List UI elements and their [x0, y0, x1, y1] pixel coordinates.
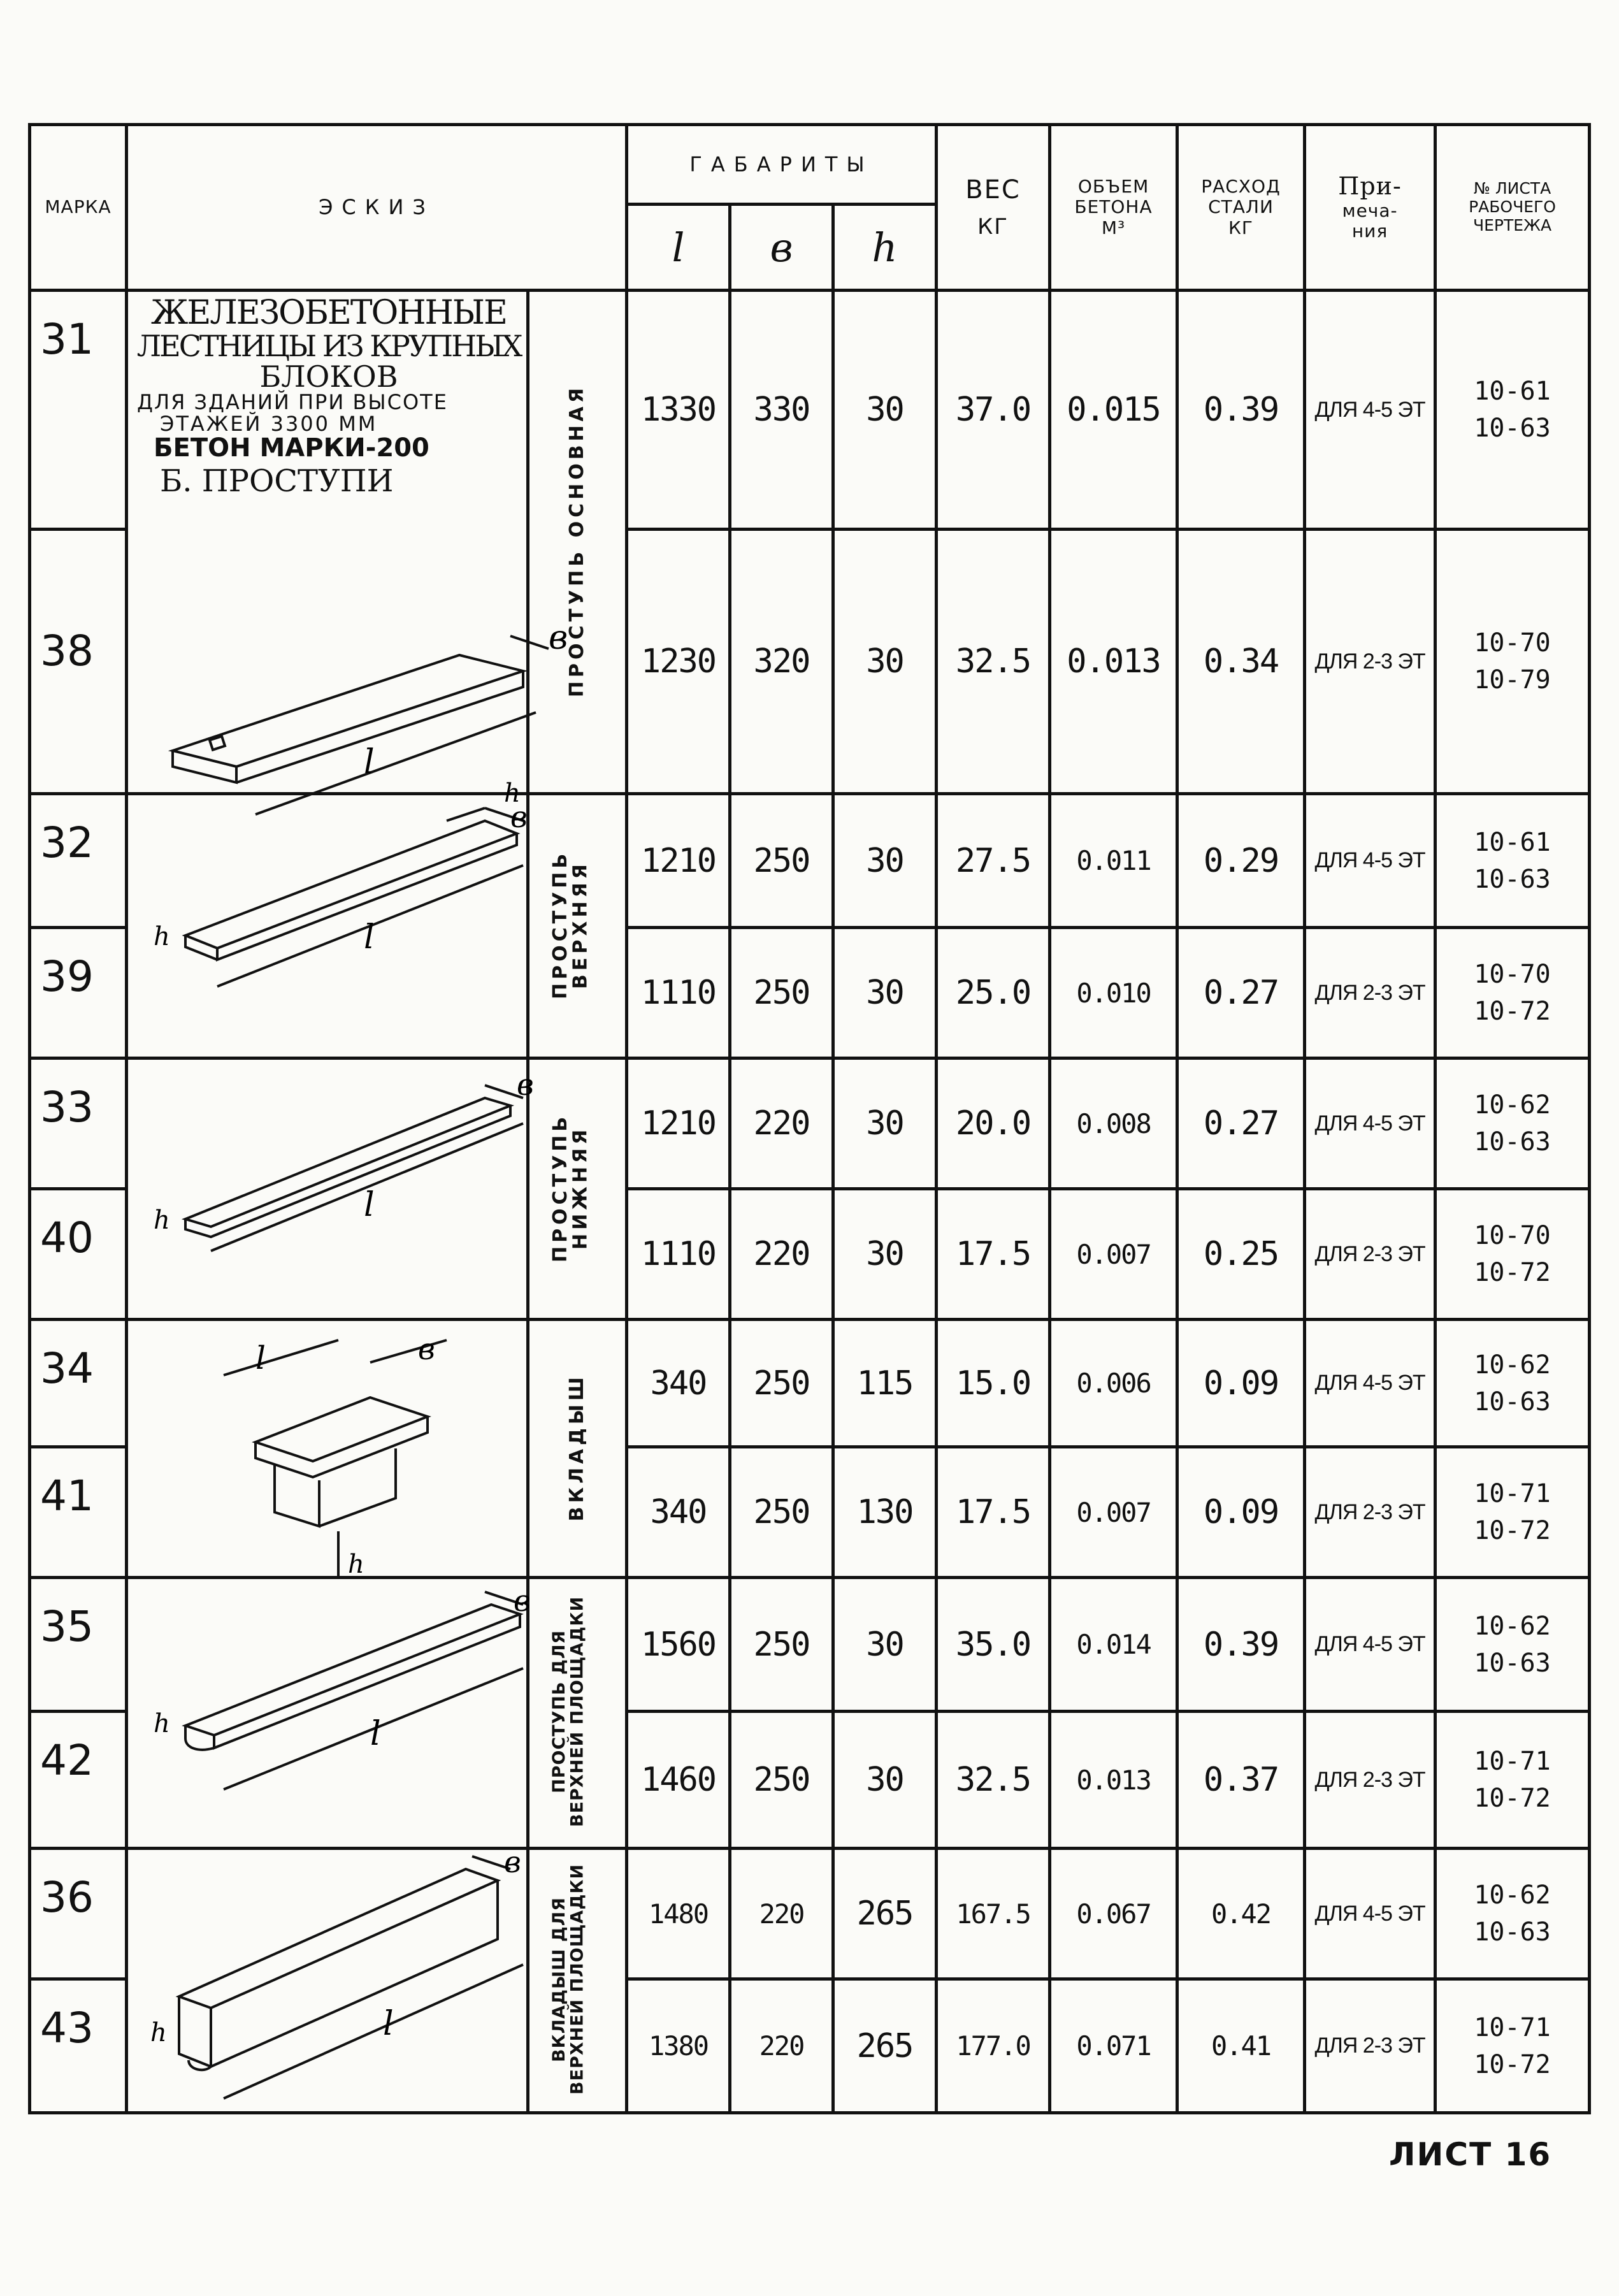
row-mark: 31: [30, 291, 127, 530]
sketch-insert: [128, 1321, 529, 1579]
cell-list: [1436, 291, 1590, 530]
table-row: [30, 1849, 1590, 1979]
row-mark: 39: [30, 928, 127, 1058]
cell-rashod: 0.39: [1177, 1578, 1305, 1712]
cell-list: [1436, 1578, 1590, 1712]
col-header-marka: МАРКА: [30, 125, 127, 291]
cell-h: 115: [833, 1320, 937, 1447]
col-header-eskiz: ЭСКИЗ: [127, 125, 627, 291]
obem-label-2: БЕТОНА: [1074, 196, 1153, 218]
list-a: 10-71: [1474, 1479, 1551, 1508]
list-a: 10-70: [1474, 628, 1551, 658]
row-mark: 36: [30, 1849, 127, 1979]
group-label-cell: [528, 1058, 627, 1320]
cell-prim: ДЛЯ 4-5 ЭТ: [1305, 1849, 1436, 1979]
table-row: [30, 1320, 1590, 1447]
sketch-label-l: l: [364, 743, 375, 781]
row-mark: 33: [30, 1058, 127, 1189]
list-b: 10-72: [1474, 1516, 1551, 1545]
cell-rashod: 0.34: [1177, 530, 1305, 794]
rashod-unit: КГ: [1228, 217, 1254, 238]
cell-b: 220: [730, 1058, 833, 1189]
cell-obem: 0.010: [1050, 928, 1177, 1058]
title-line-2: ЛЕСТНИЦЫ ИЗ КРУПНЫХ: [136, 328, 521, 363]
lower-tread-drawing: [185, 1085, 523, 1251]
group-label: ВКЛАДЫШ ДЛЯ ВЕРХНЕЙ ПЛОЩАДКИ: [549, 1863, 587, 2095]
cell-ves: 32.5: [937, 530, 1050, 794]
cell-list: [1436, 1189, 1590, 1320]
cell-rashod: 0.27: [1177, 1058, 1305, 1189]
cell-prim: ДЛЯ 4-5 ЭТ: [1305, 1320, 1436, 1447]
cell-prim: ДЛЯ 2-3 ЭТ: [1305, 530, 1436, 794]
sketch-label-h: h: [348, 1550, 364, 1579]
cell-list: [1436, 1849, 1590, 1979]
cell-rashod: 0.41: [1177, 1979, 1305, 2113]
cell-obem: 0.011: [1050, 794, 1177, 928]
title-line-5: ЭТАЖЕЙ 3300 ММ: [160, 411, 378, 436]
col-header-dim-h: h: [833, 205, 937, 291]
sketch-cell-group-4: [127, 1320, 528, 1578]
table-row: [30, 794, 1590, 928]
col-header-dim-l: l: [627, 205, 730, 291]
sketch-label-b: в: [504, 1845, 521, 1879]
cell-obem: 0.015: [1050, 291, 1177, 530]
cell-rashod: 0.25: [1177, 1189, 1305, 1320]
group-label: ПРОСТУПЬ НИЖНЯЯ: [549, 1113, 592, 1262]
cell-ves: 167.5: [937, 1849, 1050, 1979]
cell-l: 1210: [627, 1058, 730, 1189]
row-mark: 38: [30, 530, 127, 794]
title-line-3: БЛОКОВ: [259, 359, 398, 394]
sketch-cell-group-3: [127, 1058, 534, 1320]
list-a: 10-62: [1474, 1881, 1551, 1910]
list-label-3: ЧЕРТЕЖА: [1472, 215, 1552, 235]
prim-label-1: При-: [1338, 172, 1402, 201]
list-b: 10-79: [1474, 665, 1551, 695]
row-mark: 42: [30, 1712, 127, 1849]
col-header-obem: [1050, 125, 1177, 291]
cell-obem: 0.013: [1050, 530, 1177, 794]
group-label: ПРОСТУПЬ ДЛЯ ВЕРХНЕЙ ПЛОЩАДКИ: [549, 1596, 587, 1828]
cell-l: 340: [627, 1320, 730, 1447]
sketch-label-l: l: [383, 2005, 394, 2043]
cell-l: 1210: [627, 794, 730, 928]
cell-list: [1436, 928, 1590, 1058]
landing-insert-drawing: [179, 1856, 523, 2098]
list-label-1: № ЛИСТА: [1473, 179, 1551, 198]
sketch-label-l: l: [255, 1339, 266, 1376]
col-header-list: [1436, 125, 1590, 291]
cell-h: 30: [833, 1712, 937, 1849]
sketch-label-h: h: [150, 2018, 167, 2047]
cell-rashod: 0.29: [1177, 794, 1305, 928]
group-label: ПРОСТУПЬ ВЕРХНЯЯ: [549, 849, 592, 1000]
cell-list: [1436, 1979, 1590, 2113]
cell-prim: ДЛЯ 2-3 ЭТ: [1305, 1189, 1436, 1320]
cell-l: 1380: [627, 1979, 730, 2113]
sketch-label-b: в: [549, 619, 568, 657]
cell-b: 250: [730, 1712, 833, 1849]
cell-rashod: 0.27: [1177, 928, 1305, 1058]
cell-obem: 0.071: [1050, 1979, 1177, 2113]
cell-ves: 37.0: [937, 291, 1050, 530]
cell-l: 1460: [627, 1712, 730, 1849]
cell-rashod: 0.39: [1177, 291, 1305, 530]
col-header-dim-b: в: [730, 205, 833, 291]
sketch-label-l: l: [364, 918, 375, 957]
list-b: 10-72: [1474, 1258, 1551, 1287]
group-label-cell: [528, 1320, 627, 1578]
cell-prim: ДЛЯ 2-3 ЭТ: [1305, 1979, 1436, 2113]
cell-prim: ДЛЯ 2-3 ЭТ: [1305, 1712, 1436, 1849]
prim-label-3: ния: [1351, 220, 1388, 242]
cell-ves: 25.0: [937, 928, 1050, 1058]
cell-l: 340: [627, 1447, 730, 1578]
list-a: 10-61: [1474, 827, 1551, 857]
cell-b: 250: [730, 1320, 833, 1447]
cell-ves: 20.0: [937, 1058, 1050, 1189]
cell-prim: ДЛЯ 4-5 ЭТ: [1305, 794, 1436, 928]
rashod-label-2: СТАЛИ: [1208, 196, 1274, 218]
cell-b: 220: [730, 1979, 833, 2113]
ves-label: ВЕС: [965, 175, 1021, 205]
cell-b: 250: [730, 1578, 833, 1712]
cell-rashod: 0.09: [1177, 1320, 1305, 1447]
sketch-landing-insert: [128, 1845, 529, 2114]
cell-h: 30: [833, 794, 937, 928]
cell-obem: 0.006: [1050, 1320, 1177, 1447]
cell-ves: 15.0: [937, 1320, 1050, 1447]
sketch-label-b: в: [514, 1584, 531, 1618]
cell-list: [1436, 1712, 1590, 1849]
cell-b: 250: [730, 1447, 833, 1578]
sketch-label-h: h: [154, 1206, 170, 1235]
sketch-cell-group-5: [127, 1578, 531, 1849]
sketch-label-b: в: [517, 1067, 534, 1102]
sketch-cell-group-6: [127, 1845, 528, 2113]
cell-h: 265: [833, 1849, 937, 1979]
cell-b: 250: [730, 928, 833, 1058]
list-a: 10-61: [1474, 377, 1551, 406]
list-a: 10-62: [1474, 1350, 1551, 1380]
sketch-label-b: в: [418, 1332, 435, 1366]
list-a: 10-71: [1474, 1747, 1551, 1776]
list-b: 10-72: [1474, 997, 1551, 1026]
cell-obem: 0.013: [1050, 1712, 1177, 1849]
cell-h: 30: [833, 530, 937, 794]
sketch-label-l: l: [370, 1715, 381, 1753]
list-b: 10-63: [1474, 864, 1551, 894]
col-header-ves: [937, 125, 1050, 291]
sketch-label-h: h: [154, 922, 170, 951]
cell-obem: 0.007: [1050, 1447, 1177, 1578]
cell-ves: 177.0: [937, 1979, 1050, 2113]
cell-ves: 32.5: [937, 1712, 1050, 1849]
group-label-cell: [528, 291, 627, 794]
cell-h: 30: [833, 1578, 937, 1712]
cell-obem: 0.014: [1050, 1578, 1177, 1712]
cell-b: 330: [730, 291, 833, 530]
title-line-7: Б. ПРОСТУПИ: [160, 463, 394, 500]
cell-prim: ДЛЯ 2-3 ЭТ: [1305, 928, 1436, 1058]
cell-ves: 17.5: [937, 1189, 1050, 1320]
cell-h: 30: [833, 1189, 937, 1320]
group-label-cell: [528, 1849, 627, 2113]
list-b: 10-72: [1474, 2049, 1551, 2079]
cell-h: 265: [833, 1979, 937, 2113]
sketch-label-h: h: [504, 779, 521, 808]
title-line-4: ДЛЯ ЗДАНИЙ ПРИ ВЫСОТЕ: [137, 390, 448, 415]
sketch-label-b: в: [510, 800, 528, 834]
table-row: [30, 1578, 1590, 1712]
list-a: 10-62: [1474, 1611, 1551, 1641]
row-mark: 32: [30, 794, 127, 928]
col-header-rashod: [1177, 125, 1305, 291]
rashod-label-1: РАСХОД: [1201, 176, 1281, 198]
sketch-label-l: l: [364, 1186, 375, 1224]
upper-tread-drawing: [185, 808, 523, 986]
row-mark: 40: [30, 1189, 127, 1320]
cell-obem: 0.008: [1050, 1058, 1177, 1189]
list-b: 10-72: [1474, 1784, 1551, 1813]
cell-h: 30: [833, 1058, 937, 1189]
row-mark: 43: [30, 1979, 127, 2113]
sketch-label-h: h: [154, 1709, 170, 1738]
cell-list: [1436, 1058, 1590, 1189]
cell-obem: 0.007: [1050, 1189, 1177, 1320]
precast-elements-table: [28, 123, 1591, 2114]
row-mark: 34: [30, 1320, 127, 1447]
cell-h: 30: [833, 928, 937, 1058]
cell-list: [1436, 794, 1590, 928]
group-label-cell: [528, 1578, 627, 1849]
list-b: 10-63: [1474, 1387, 1551, 1417]
cell-prim: ДЛЯ 4-5 ЭТ: [1305, 1578, 1436, 1712]
sketch-cell-group-1: [127, 291, 568, 808]
cell-prim: ДЛЯ 4-5 ЭТ: [1305, 1058, 1436, 1189]
landing-tread-drawing: [185, 1592, 523, 1789]
sketch-lower-tread: [128, 1060, 534, 1321]
cell-h: 30: [833, 291, 937, 530]
list-b: 10-63: [1474, 1127, 1551, 1157]
cell-ves: 27.5: [937, 794, 1050, 928]
sketch-main-tread: [128, 292, 568, 808]
col-header-gabarity: ГАБАРИТЫ: [627, 125, 937, 205]
row-mark: 35: [30, 1578, 127, 1712]
obem-label-1: ОБЪЕМ: [1077, 176, 1149, 198]
obem-unit: М³: [1101, 217, 1126, 238]
list-b: 10-63: [1474, 1648, 1551, 1678]
list-b: 10-63: [1474, 1917, 1551, 1947]
cell-l: 1330: [627, 291, 730, 530]
list-label-2: РАБОЧЕГО: [1469, 198, 1556, 217]
ves-unit: КГ: [977, 213, 1009, 240]
prim-label-2: меча-: [1342, 200, 1398, 222]
sketch-upper-tread: [128, 795, 529, 1060]
sketch-landing-tread: [128, 1579, 529, 1847]
cell-list: [1436, 530, 1590, 794]
cell-l: 1230: [627, 530, 730, 794]
cell-list: [1436, 1447, 1590, 1578]
cell-b: 250: [730, 794, 833, 928]
cell-rashod: 0.09: [1177, 1447, 1305, 1578]
sheet-number: ЛИСТ 16: [1389, 2136, 1552, 2173]
group-label: ПРОСТУПЬ ОСНОВНАЯ: [566, 384, 589, 698]
list-a: 10-70: [1474, 1221, 1551, 1250]
sketch-cell-group-2: [127, 794, 528, 1058]
table-row: [30, 1058, 1590, 1189]
cell-obem: 0.067: [1050, 1849, 1177, 1979]
cell-b: 220: [730, 1189, 833, 1320]
cell-l: 1560: [627, 1578, 730, 1712]
header-row-1: [30, 125, 1590, 205]
col-header-prim: [1305, 125, 1436, 291]
list-b: 10-63: [1474, 414, 1551, 443]
list-a: 10-62: [1474, 1090, 1551, 1120]
cell-b: 320: [730, 530, 833, 794]
cell-l: 1110: [627, 928, 730, 1058]
cell-prim: ДЛЯ 2-3 ЭТ: [1305, 1447, 1436, 1578]
cell-rashod: 0.37: [1177, 1712, 1305, 1849]
row-mark: 41: [30, 1447, 127, 1578]
cell-l: 1480: [627, 1849, 730, 1979]
title-line-1: ЖЕЛЕЗОБЕТОННЫЕ: [150, 294, 507, 332]
cell-h: 130: [833, 1447, 937, 1578]
list-a: 10-71: [1474, 2012, 1551, 2042]
table-row: [30, 291, 1590, 530]
title-line-6: БЕТОН МАРКИ-200: [154, 433, 429, 463]
cell-list: [1436, 1320, 1590, 1447]
cell-ves: 35.0: [937, 1578, 1050, 1712]
cell-rashod: 0.42: [1177, 1849, 1305, 1979]
cell-ves: 17.5: [937, 1447, 1050, 1578]
main-tread-drawing: [173, 636, 549, 821]
list-a: 10-70: [1474, 960, 1551, 989]
cell-b: 220: [730, 1849, 833, 1979]
cell-prim: ДЛЯ 4-5 ЭТ: [1305, 291, 1436, 530]
group-label-cell: [528, 794, 627, 1058]
group-label: ВКЛАДЫШ: [566, 1373, 589, 1522]
cell-l: 1110: [627, 1189, 730, 1320]
